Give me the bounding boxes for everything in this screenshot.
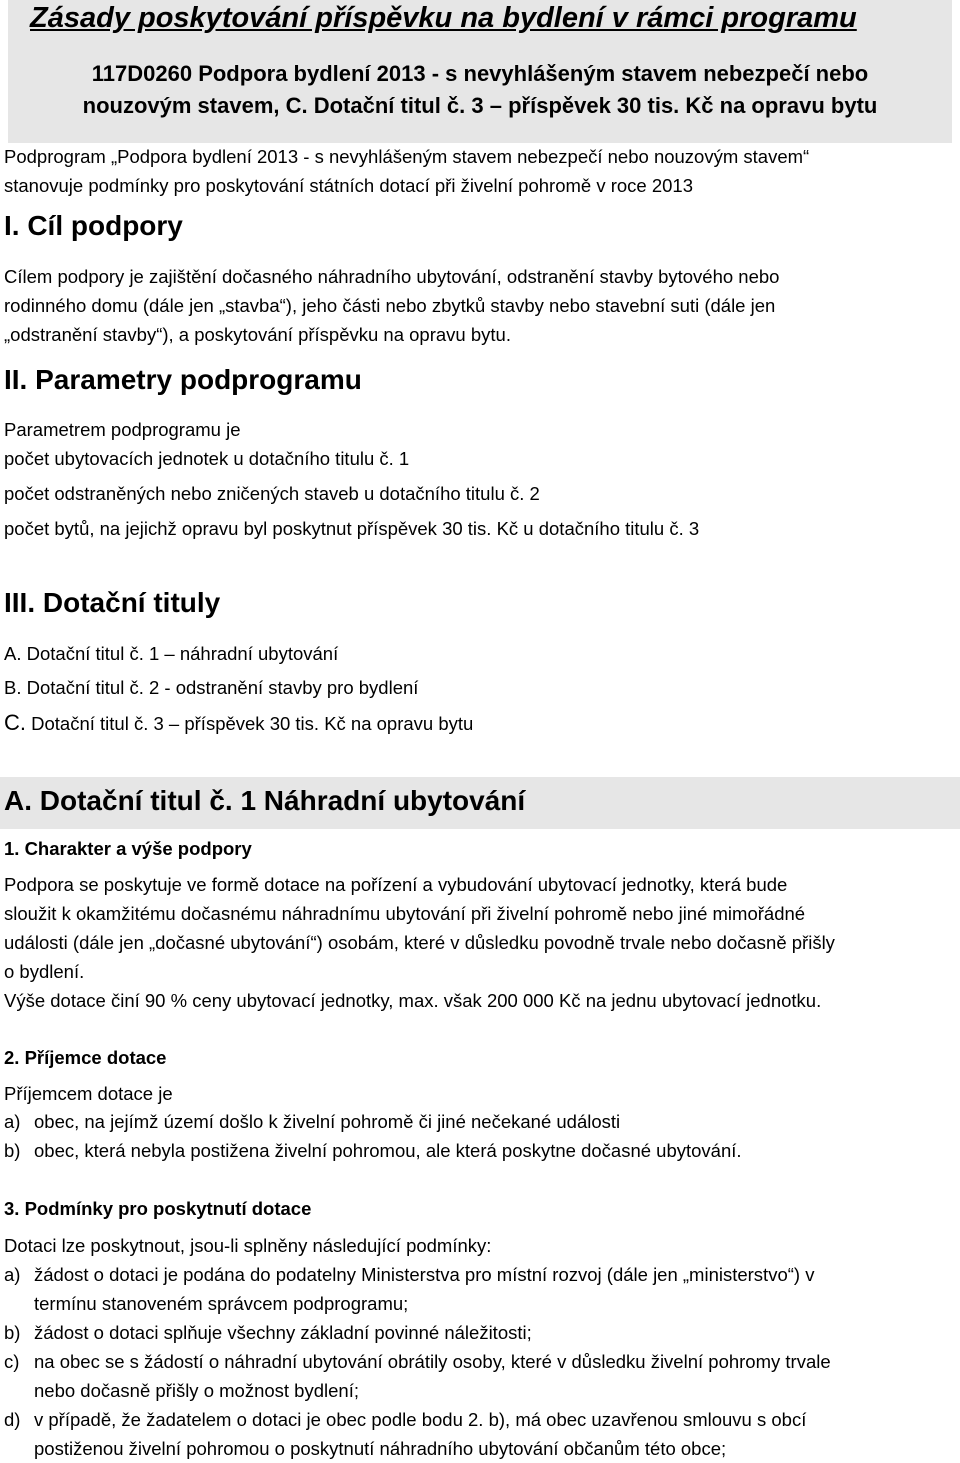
paragraph-line: Výše dotace činí 90 % ceny ubytovací jednotky, max. však 200 000 Kč na jednu ubytovací jednotku. [4, 990, 822, 1011]
list-item-text: termínu stanoveném správcem podprogramu; [34, 1293, 409, 1314]
subsection-heading: 3. Podmínky pro poskytnutí dotace [4, 1198, 312, 1219]
list-item-text: nebo dočasně přišly o možnost bydlení; [34, 1380, 359, 1401]
subtitle-line: nouzovým stavem, C. Dotační titul č. 3 – příspěvek 30 tis. Kč na opravu bytu [82, 93, 878, 118]
document-title: Zásady poskytování příspěvku na bydlení v rámci programu [30, 2, 857, 34]
subsidy-title-item [4, 710, 473, 736]
document-subtitle [0, 58, 960, 122]
subsidy-title-item: B. Dotační titul č. 2 - odstranění stavby pro bydlení [4, 677, 419, 698]
list-marker: d) [4, 1409, 21, 1430]
subtitle-line: 117D0260 Podpora bydlení 2013 - s nevyhlášeným stavem nebezpečí nebo [91, 61, 869, 86]
paragraph-line: sloužit k okamžitému dočasnému náhradnímu ubytování při živelní pohromě nebo jiné mimořádné [4, 903, 806, 924]
parameter-item: počet ubytovacích jednotek u dotačního titulu č. 1 [4, 448, 410, 469]
subsection-heading: 2. Příjemce dotace [4, 1047, 167, 1068]
subsidy-title-item: A. Dotační titul č. 1 – náhradní ubytování [4, 643, 339, 664]
paragraph-line: události (dále jen „dočasné ubytování“) osobám, které v důsledku povodně trvale nebo dočasně přišly [4, 932, 835, 953]
goal-paragraph [4, 262, 779, 349]
list-item-text: v případě, že žadatelem o dotaci je obec podle bodu 2. b), má obec uzavřenou smlouvu s obcí [34, 1409, 807, 1430]
list-marker: a) [4, 1264, 21, 1285]
list-item-text: na obec se s žádostí o náhradní ubytování obrátily osoby, které v důsledku živelní pohromy trvale [34, 1351, 831, 1372]
paragraph-line: Cílem podpory je zajištění dočasného náhradního ubytování, odstranění stavby bytového nebo [4, 266, 780, 287]
parameter-item: počet bytů, na jejichž opravu byl poskytnut příspěvek 30 tis. Kč u dotačního titulu č. 3 [4, 518, 700, 539]
list-marker: b) [4, 1322, 21, 1343]
list-marker: a) [4, 1111, 21, 1132]
list-item-text: obec, na jejímž území došlo k živelní pohromě či jiné nečekané události [34, 1111, 621, 1132]
section-heading-titles: III. Dotační tituly [4, 587, 221, 618]
conditions-intro: Dotaci lze poskytnout, jsou-li splněny následující podmínky: [4, 1235, 492, 1256]
list-marker: b) [4, 1140, 21, 1161]
intro-line: stanovuje podmínky pro poskytování státních dotací při živelní pohromě v roce 2013 [4, 175, 693, 196]
parameter-item: počet odstraněných nebo zničených staveb u dotačního titulu č. 2 [4, 483, 540, 504]
section-heading-parameters: II. Parametry podprogramu [4, 364, 362, 395]
subsidy-title-letter: C. [4, 710, 26, 735]
list-item-text: žádost o dotaci je podána do podatelny Ministerstva pro místní rozvoj (dále jen „ministerstvo“) v [34, 1264, 815, 1285]
paragraph-line: Podpora se poskytuje ve formě dotace na pořízení a vybudování ubytovací jednotky, která bude [4, 874, 788, 895]
section-heading-goal: I. Cíl podpory [4, 210, 183, 241]
intro-paragraph [4, 142, 809, 200]
list-item-text: žádost o dotaci splňuje všechny základní povinné náležitosti; [34, 1322, 532, 1343]
list-item-text: postiženou živelní pohromou o poskytnutí náhradního ubytování občanům této obce; [34, 1438, 727, 1459]
support-paragraph [4, 870, 835, 1015]
parameters-intro: Parametrem podprogramu je [4, 419, 241, 440]
recipient-intro: Příjemcem dotace je [4, 1083, 173, 1104]
subsection-heading: 1. Charakter a výše podpory [4, 838, 252, 859]
list-item-text: obec, která nebyla postižena živelní pohromou, ale která poskytne dočasné ubytování. [34, 1140, 742, 1161]
paragraph-line: „odstranění stavby“), a poskytování příspěvku na opravu bytu. [4, 324, 511, 345]
paragraph-line: rodinného domu (dále jen „stavba“), jeho části nebo zbytků stavby nebo stavební suti (dále jen [4, 295, 776, 316]
paragraph-line: o bydlení. [4, 961, 85, 982]
intro-line: Podprogram „Podpora bydlení 2013 - s nevyhlášeným stavem nebezpečí nebo nouzovým stavem“ [4, 146, 810, 167]
list-marker: c) [4, 1351, 20, 1372]
section-heading-a: A. Dotační titul č. 1 Náhradní ubytování [4, 785, 526, 816]
subsidy-title-text: Dotační titul č. 3 – příspěvek 30 tis. Kč na opravu bytu [26, 713, 474, 734]
